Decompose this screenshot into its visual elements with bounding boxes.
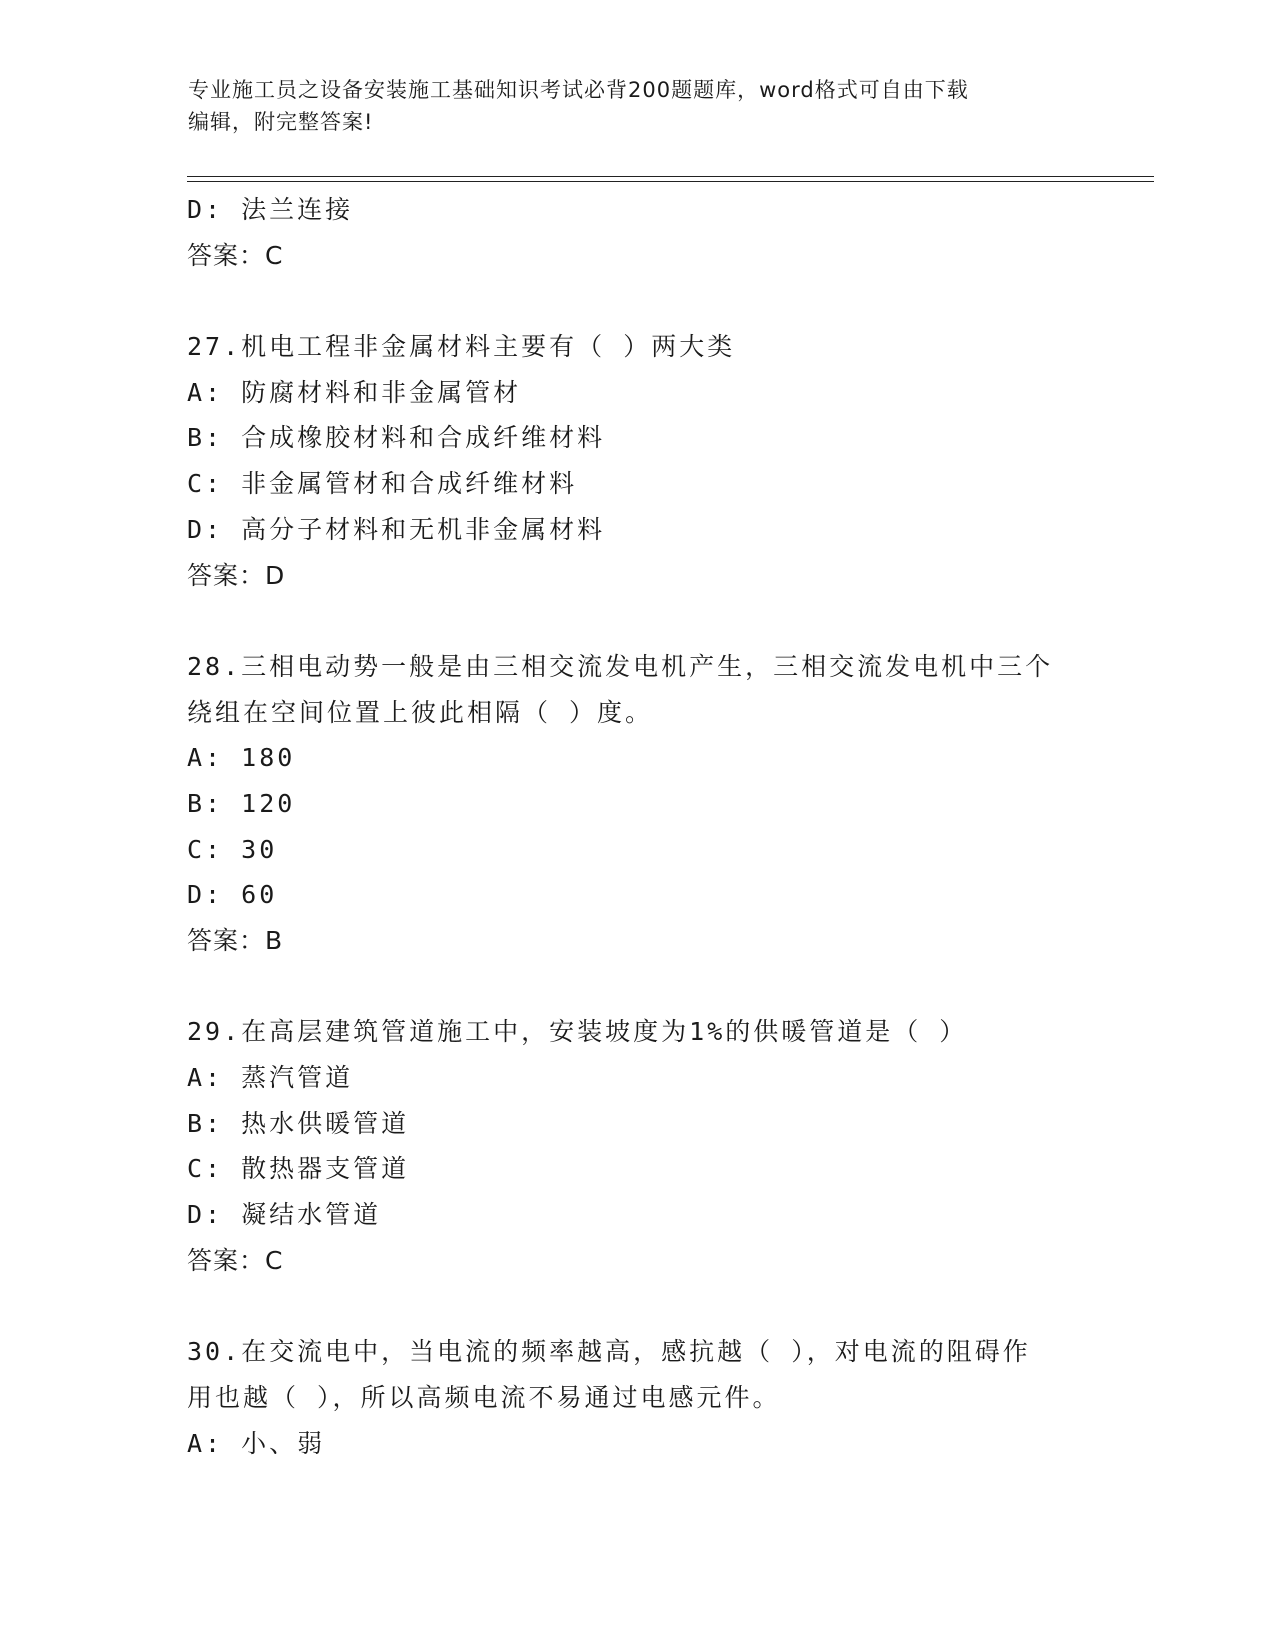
answer-line: 答案：C <box>187 1245 284 1275</box>
question-30 <box>187 1329 1087 1466</box>
question-stem: 28.三相电动势一般是由三相交流发电机产生，三相交流发电机中三个 <box>187 651 1054 681</box>
option-a: A: 小、弱 <box>187 1428 326 1458</box>
option-d: D: 凝结水管道 <box>187 1200 382 1230</box>
option-c: C: 非金属管材和合成纤维材料 <box>187 469 578 499</box>
option-d: D: 高分子材料和无机非金属材料 <box>187 514 606 544</box>
option-a: A: 180 <box>187 743 296 773</box>
spacer <box>187 1284 1087 1330</box>
header-title-line-1: 专业施工员之设备安装施工基础知识考试必背200题题库，word格式可自由下载 <box>188 78 969 102</box>
option-d: D: 60 <box>187 880 278 910</box>
header-divider-bottom <box>187 181 1154 182</box>
option-c: C: 30 <box>187 834 278 864</box>
answer-line: 答案：D <box>187 560 286 590</box>
question-29 <box>187 1009 1087 1283</box>
question-27 <box>187 324 1087 598</box>
question-stem: 30.在交流电中，当电流的频率越高，感抗越（ ），对电流的阻碍作 <box>187 1337 1031 1367</box>
spacer <box>187 964 1087 1010</box>
question-28 <box>187 644 1087 964</box>
prev-question-answer: 答案：C <box>187 240 284 270</box>
question-stem: 27.机电工程非金属材料主要有（ ）两大类 <box>187 332 736 362</box>
option-a: A: 蒸汽管道 <box>187 1063 354 1093</box>
question-stem-continued: 用也越（ ），所以高频电流不易通过电感元件。 <box>187 1382 781 1412</box>
prev-question-option-d: D: 法兰连接 <box>187 195 354 224</box>
question-stem-continued: 绕组在空间位置上彼此相隔（ ）度。 <box>187 697 654 727</box>
spacer <box>187 278 1087 324</box>
header-title-line-2: 编辑，附完整答案! <box>188 110 374 134</box>
spacer <box>187 598 1087 644</box>
option-a: A: 防腐材料和非金属管材 <box>187 377 522 407</box>
question-stem: 29.在高层建筑管道施工中，安装坡度为1%的供暖管道是（ ） <box>187 1017 968 1047</box>
document-header <box>188 74 1068 138</box>
header-divider-top <box>187 176 1154 177</box>
option-b: B: 热水供暖管道 <box>187 1108 410 1138</box>
option-b: B: 120 <box>187 788 296 818</box>
option-c: C: 散热器支管道 <box>187 1154 410 1184</box>
option-b: B: 合成橡胶材料和合成纤维材料 <box>187 423 606 453</box>
question-list <box>187 187 1087 1466</box>
answer-line: 答案：B <box>187 926 284 955</box>
